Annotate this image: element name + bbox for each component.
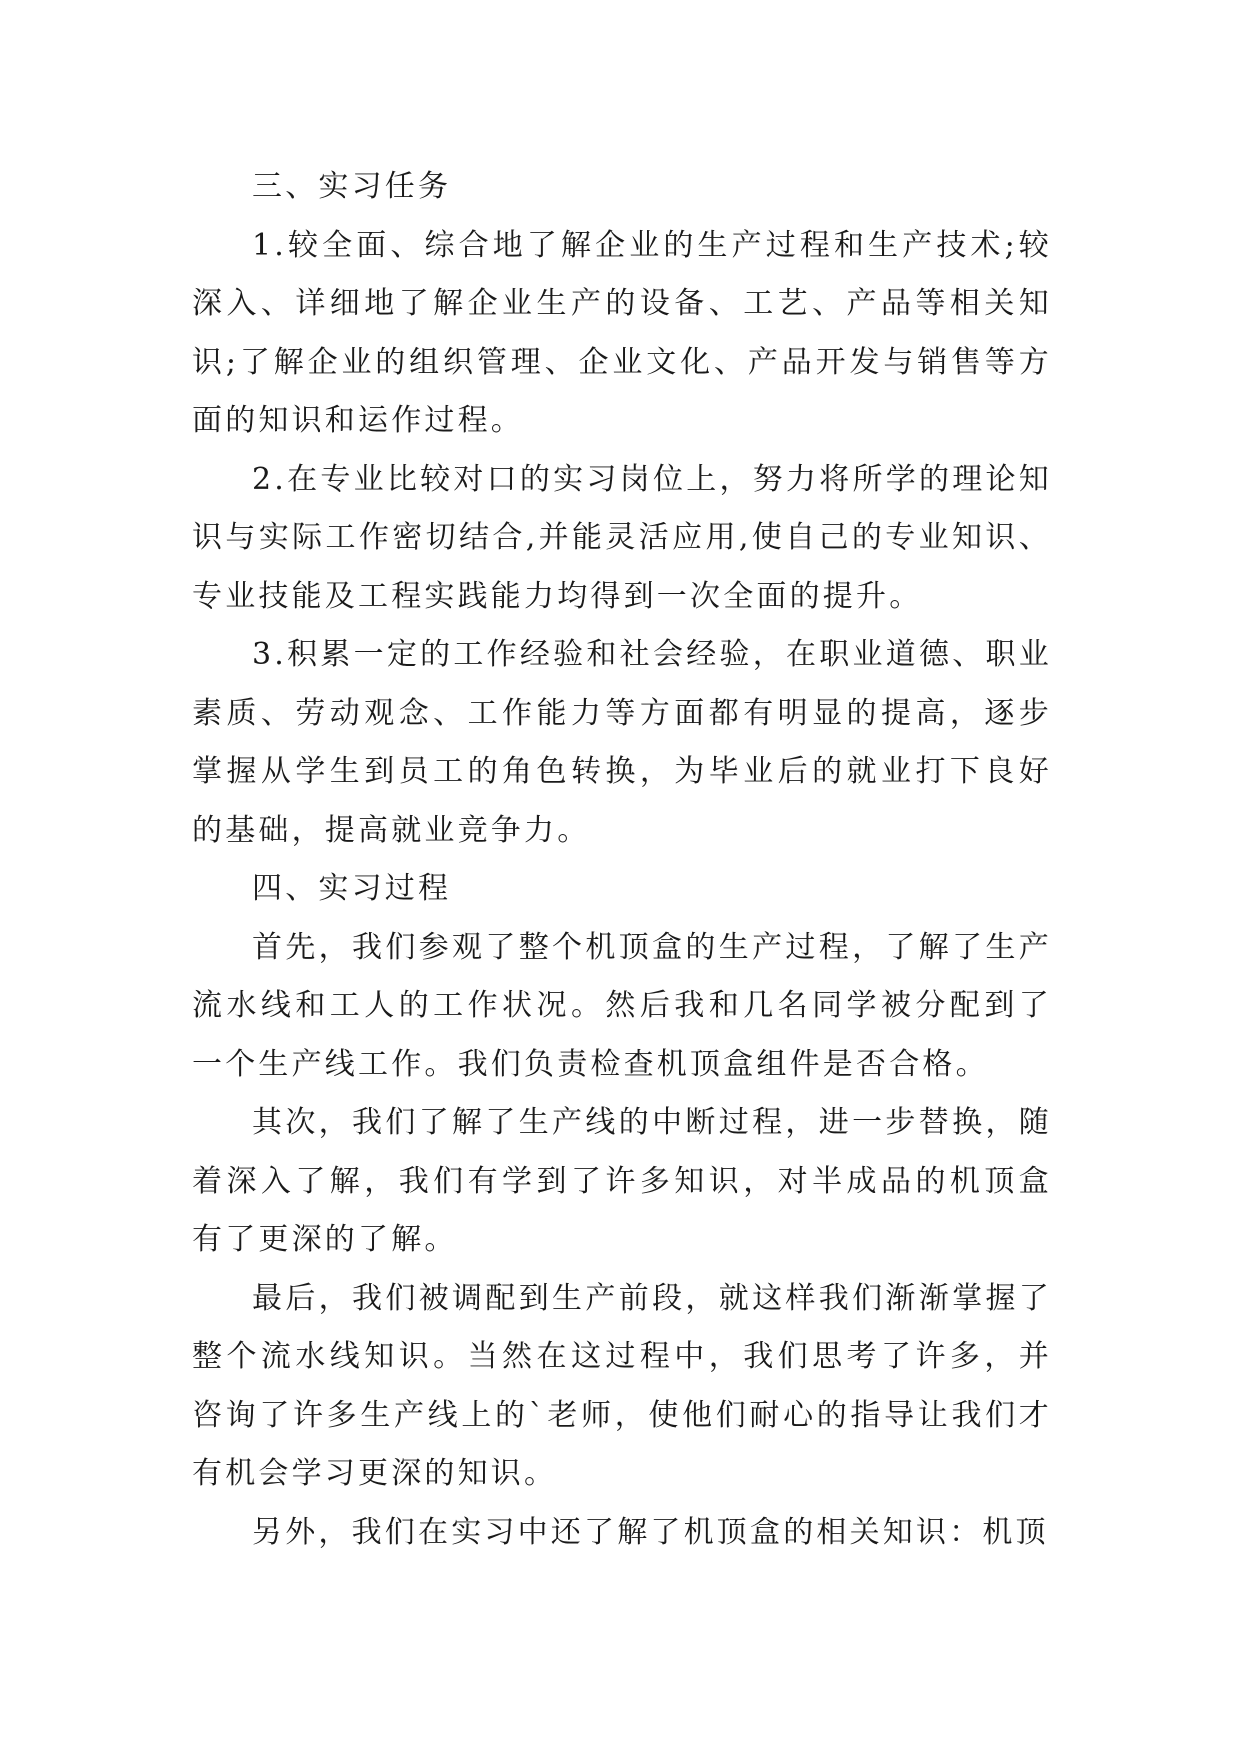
section-heading-tasks: 三、实习任务 bbox=[252, 169, 452, 204]
paragraph-process-second: 其次，我们了解了生产线的中断过程，进一步替换，随着深入了解，我们有学到了许多知识，对半成品的机顶盒有了更深的了解。 bbox=[192, 1105, 1052, 1257]
paragraph-process-first: 首先，我们参观了整个机顶盒的生产过程，了解了生产流水线和工人的工作状况。然后我和几名同学被分配到了一个生产线工作。我们负责检查机顶盒组件是否合格。 bbox=[192, 929, 1052, 1082]
paragraph-task-2: 2.在专业比较对口的实习岗位上，努力将所学的理论知识与实际工作密切结合,并能灵活应用,使自己的专业知识、专业技能及工程实践能力均得到一次全面的提升。 bbox=[192, 461, 1052, 614]
paragraph-process-additional: 另外，我们在实习中还了解了机顶盒的相关知识：机顶 bbox=[252, 1514, 1049, 1550]
document-body bbox=[192, 158, 1052, 1562]
section-heading-process: 四、实习过程 bbox=[252, 871, 452, 906]
paragraph-process-last: 最后，我们被调配到生产前段，就这样我们渐渐掌握了整个流水线知识。当然在这过程中，我们思考了许多，并咨询了许多生产线上的`老师，使他们耐心的指导让我们才有机会学习更深的知识。 bbox=[192, 1280, 1052, 1491]
paragraph-task-3: 3.积累一定的工作经验和社会经验，在职业道德、职业素质、劳动观念、工作能力等方面都有明显的提高，逐步掌握从学生到员工的角色转换，为毕业后的就业打下良好的基础，提高就业竞争力。 bbox=[192, 637, 1052, 848]
paragraph-task-1: 1.较全面、综合地了解企业的生产过程和生产技术;较深入、详细地了解企业生产的设备、工艺、产品等相关知识;了解企业的组织管理、企业文化、产品开发与销售等方面的知识和运作过程。 bbox=[192, 227, 1052, 438]
